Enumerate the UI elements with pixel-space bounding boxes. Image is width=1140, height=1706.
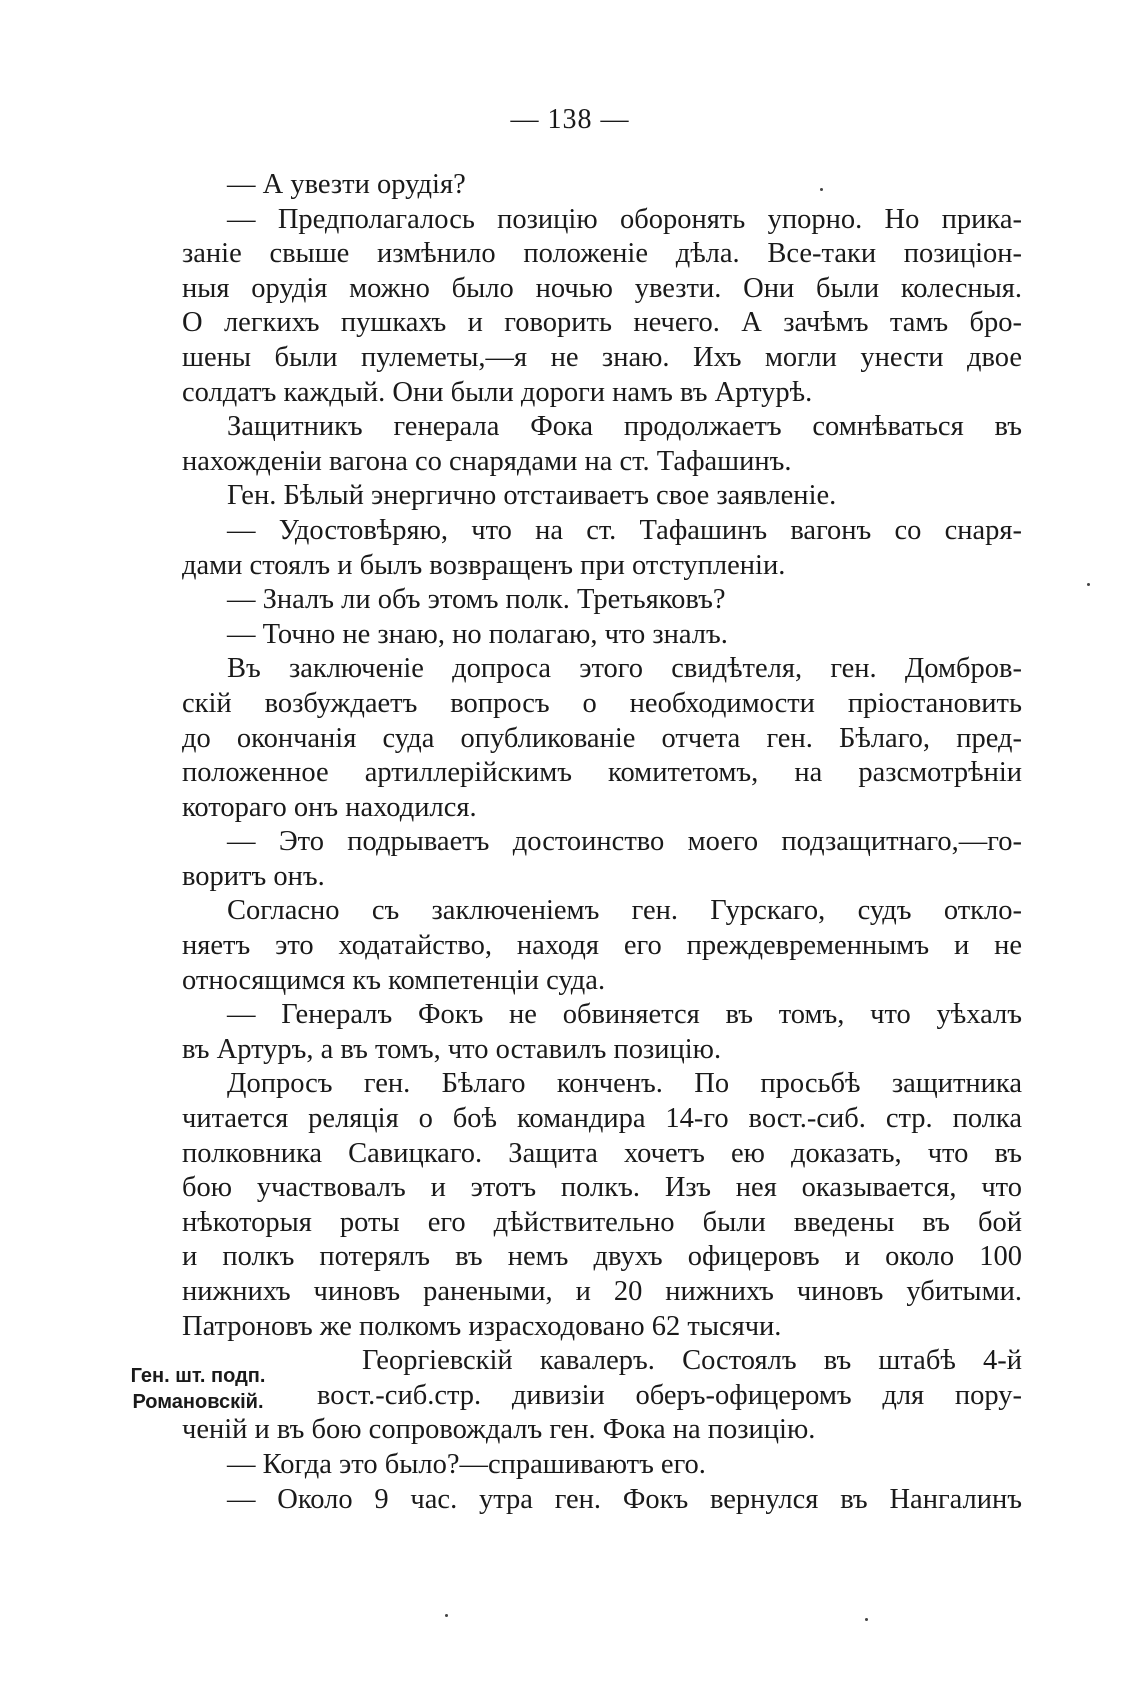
text-line: Согласно съ заключеніемъ ген. Гурскаго, судъ откло- [227, 895, 1022, 927]
text-line: Защитникъ генерала Фока продолжаетъ сомнѣваться въ [227, 411, 1022, 443]
text-line: солдатъ каждый. Они были дороги намъ въ Артурѣ. [182, 376, 813, 408]
text-line: нижнихъ чиновъ ранеными, и 20 нижнихъ чиновъ убитыми. [182, 1276, 1022, 1307]
text-line: — Около 9 час. утра ген. Фокъ вернулся въ Нангалинъ [227, 1483, 1022, 1515]
text-line: бою участвовалъ и этотъ полкъ. Изъ нея оказывается, что [182, 1172, 1022, 1204]
text-line: няетъ это ходатайство, находя его преждевременнымъ и не [182, 930, 1022, 962]
text-line: — А увезти орудія? [227, 169, 466, 200]
text-line: въ Артуръ, а въ томъ, что оставилъ позицію. [182, 1033, 722, 1065]
text-line: — Зналъ ли объ этомъ полк. Третьяковъ? [227, 584, 726, 616]
text-line: — Это подрываетъ достоинство моего подзащитнаго,—го- [227, 826, 1022, 858]
text-line: воритъ онъ. [182, 860, 325, 892]
text-line: — Когда это было?—спрашиваютъ его. [227, 1448, 706, 1480]
text-line: заніе свыше измѣнило положеніе дѣла. Все-таки позиціон- [182, 238, 1022, 270]
text-line: скій возбуждаетъ вопросъ о необходимости пріостановить [182, 687, 1022, 719]
text-line: и полкъ потерялъ въ немъ двухъ офицеровъ и около 100 [182, 1241, 1022, 1273]
text-line: до окончанія суда опубликованіе отчета ген. Бѣлаго, пред- [182, 722, 1022, 754]
text-line: шены были пулеметы,—я не знаю. Ихъ могли унести двое [182, 341, 1022, 373]
margin-note-line: Ген. шт. подп. [130, 1365, 266, 1387]
scan-speck [445, 1614, 448, 1617]
margin-note [98, 1363, 298, 1415]
text-line: ныя орудія можно было ночью увезти. Они были колесныя. [182, 272, 1022, 304]
text-line: вост.-сиб.стр. дивизіи оберъ-офицеромъ для пору- [317, 1379, 1022, 1411]
text-line: котораго онъ находился. [182, 791, 477, 823]
margin-note-line: Романовскій. [132, 1391, 264, 1413]
text-line: Ген. Бѣлый энергично отстаиваетъ свое заявленіе. [227, 480, 837, 512]
text-line: нахожденіи вагона со снарядами на ст. Тафашинъ. [182, 445, 792, 477]
body-text [182, 168, 1022, 1517]
text-line: дами стоялъ и былъ возвращенъ при отступленіи. [182, 549, 786, 581]
text-line: Георгіевскій кавалеръ. Состоялъ въ штабѣ 4-й [362, 1345, 1022, 1377]
text-line: О легкихъ пушкахъ и говорить нечего. А зачѣмъ тамъ бро- [182, 307, 1022, 339]
page-number: — 138 — [510, 104, 630, 135]
text-line: ченій и въ бою сопровождалъ ген. Фока на позицію. [182, 1414, 816, 1446]
text-line: относящимся къ компетенціи суда. [182, 964, 606, 996]
text-line: положенное артиллерійскимъ комитетомъ, на разсмотрѣніи [182, 757, 1022, 789]
text-line: читается реляція о боѣ командира 14-го вост.-сиб. стр. полка [182, 1103, 1022, 1135]
scan-speck [1087, 583, 1090, 586]
text-line: — Удостовѣряю, что на ст. Тафашинъ вагонъ со снаря- [227, 514, 1022, 546]
text-line: — Предполагалось позицію оборонять упорно. Но прика- [227, 203, 1022, 235]
text-line: Допросъ ген. Бѣлаго конченъ. По просьбѣ защитника [227, 1068, 1022, 1100]
text-line: Въ заключеніе допроса этого свидѣтеля, ген. Домбров- [227, 653, 1022, 685]
scan-speck [820, 188, 823, 191]
text-line: нѣкоторыя роты его дѣйствительно были введены въ бой [182, 1206, 1022, 1238]
text-line: — Точно не знаю, но полагаю, что зналъ. [227, 618, 728, 650]
text-line: полковника Савицкаго. Защита хочетъ ею доказать, что въ [182, 1137, 1022, 1169]
text-line: — Генералъ Фокъ не обвиняется въ томъ, что уѣхалъ [227, 999, 1022, 1031]
text-line: Патроновъ же полкомъ израсходовано 62 тысячи. [182, 1310, 782, 1342]
scan-speck [865, 1618, 868, 1621]
